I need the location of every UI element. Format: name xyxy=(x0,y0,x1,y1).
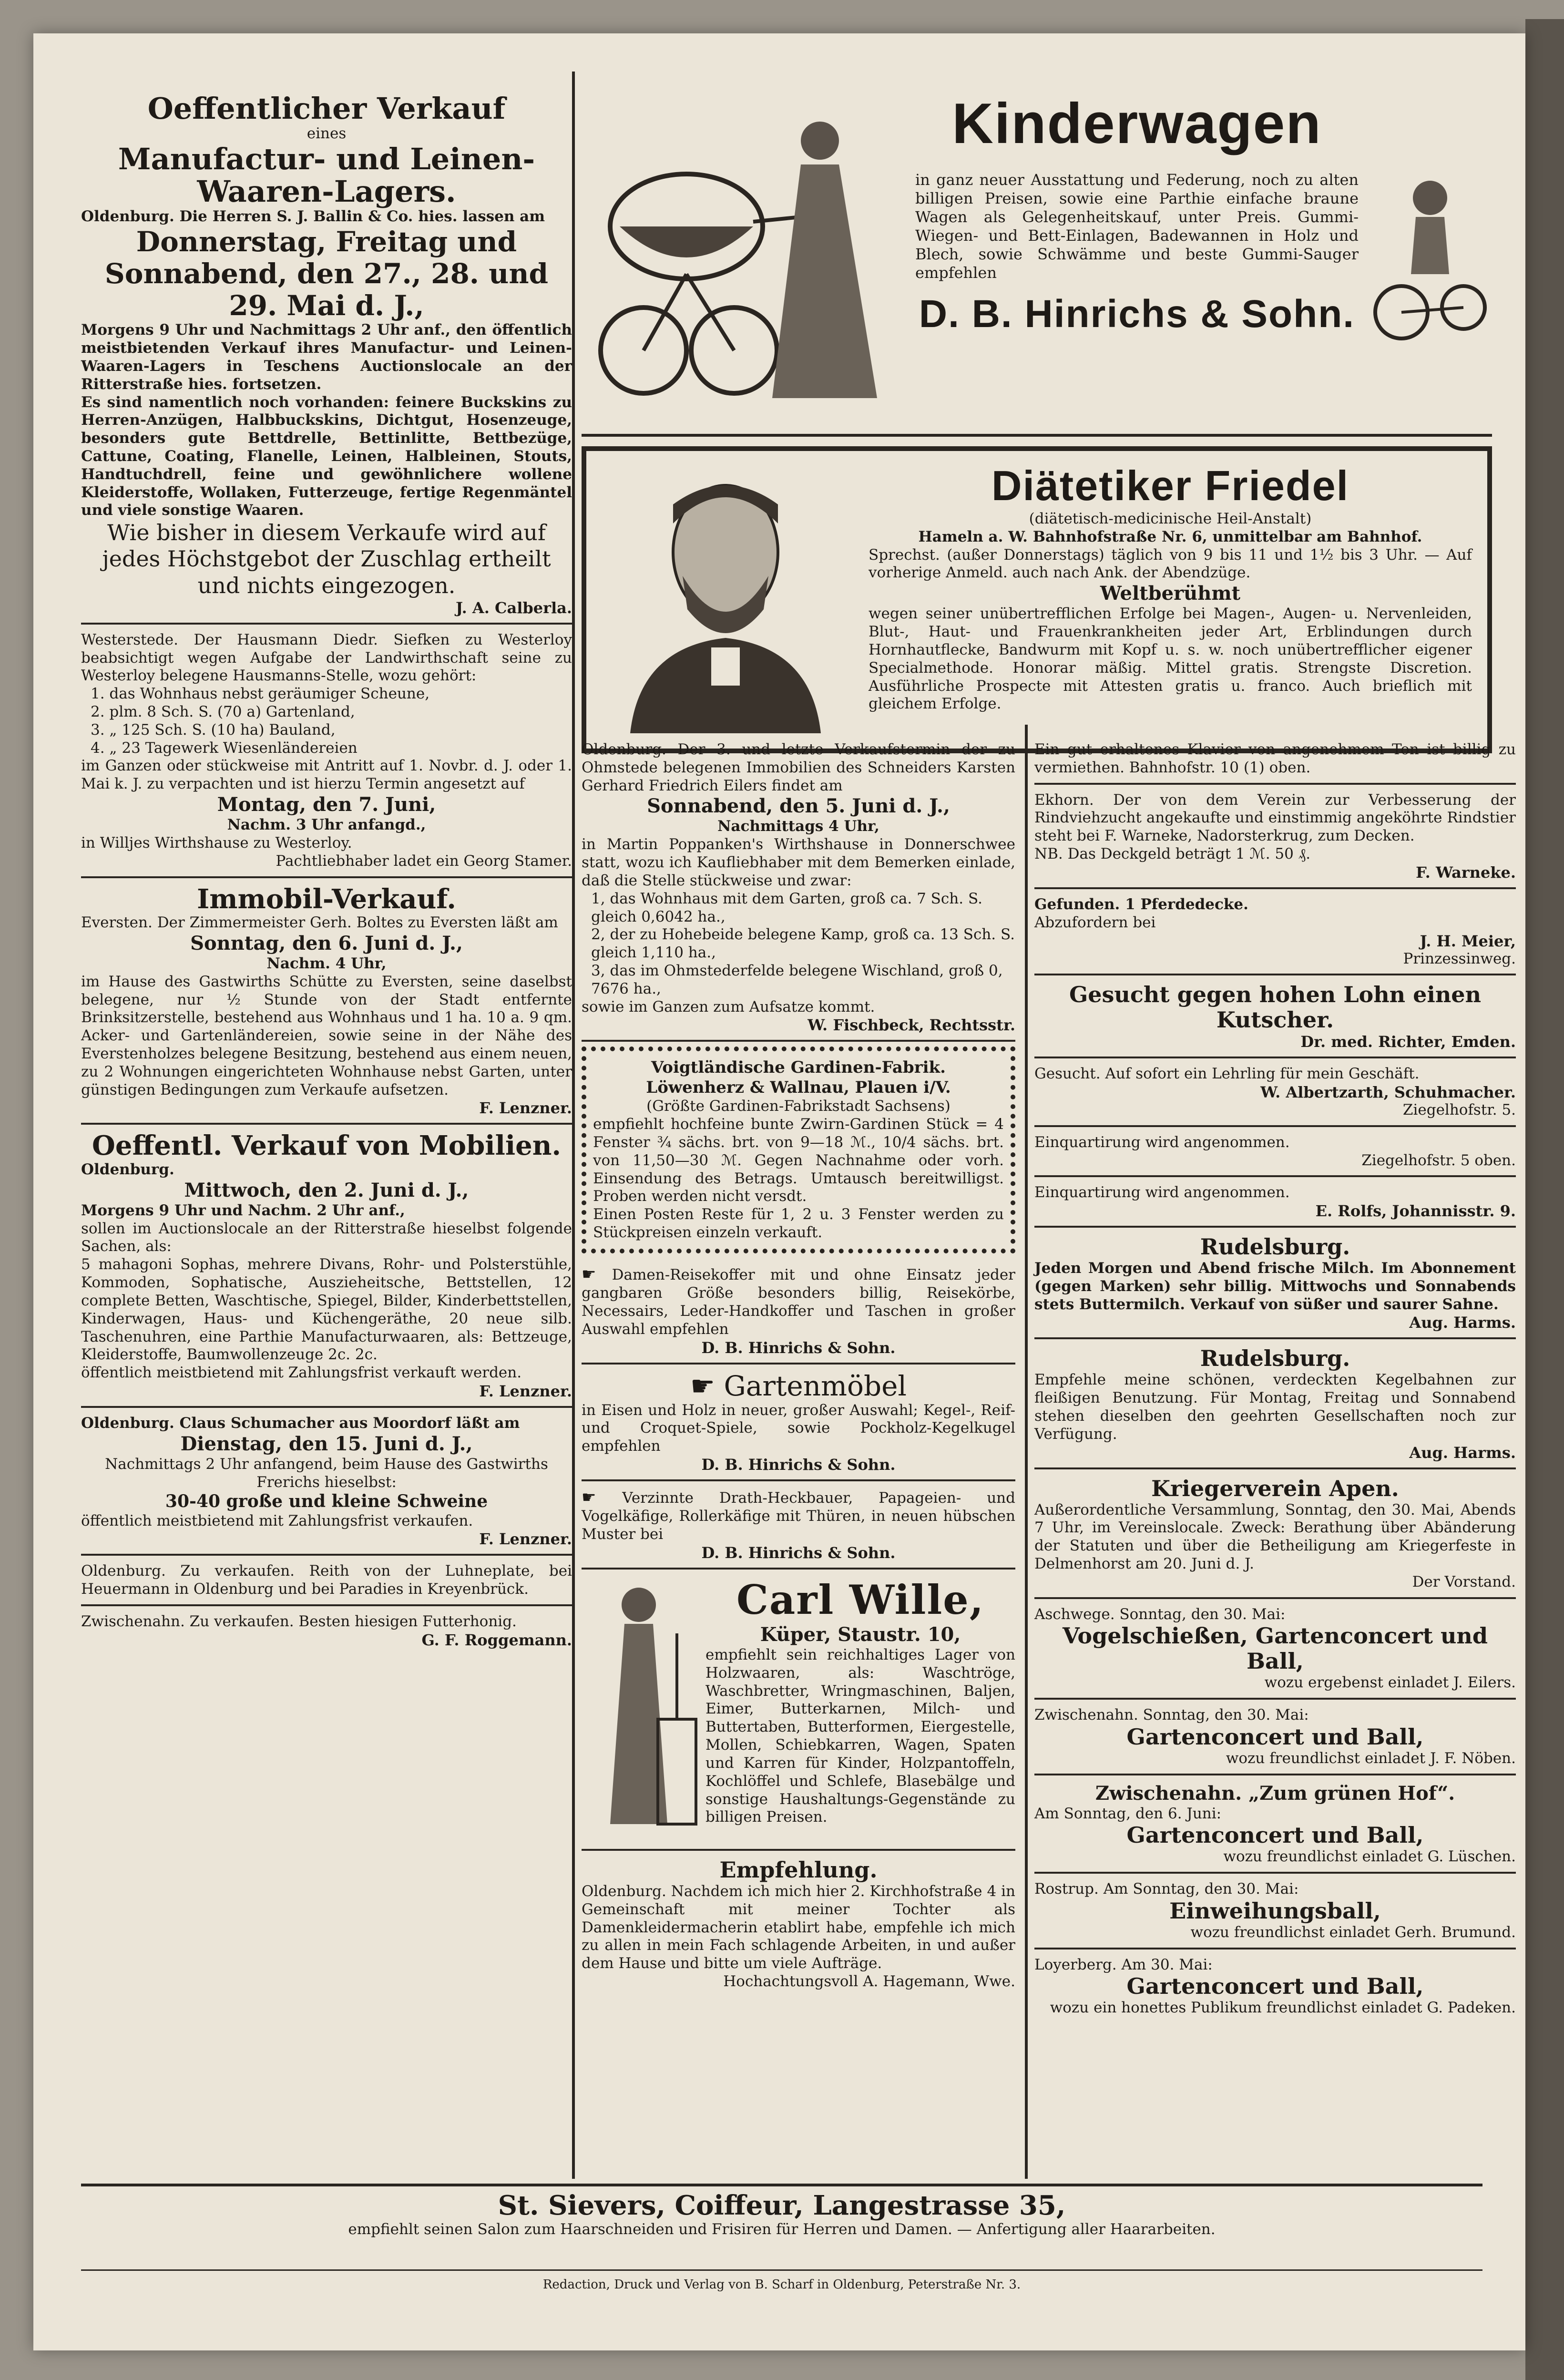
list-item: 1, das Wohnhaus mit dem Garten, groß ca. 7 Sch. S. gleich 0,6042 ha., xyxy=(591,890,982,925)
column-rule-1 xyxy=(572,72,575,2179)
ad-text: im Ganzen oder stückweise mit Antritt auf 1. Novbr. d. J. oder 1. Mai k. J. zu verpachten und ist hierzu Termin angesetzt auf xyxy=(81,757,572,793)
ad-title: Gesucht gegen hohen Lohn einen Kutscher. xyxy=(1069,982,1482,1033)
ad-title: Rudelsburg. xyxy=(1200,1234,1350,1260)
ad-subtitle: Küper, Staustr. 10, xyxy=(760,1623,961,1646)
ad-time: Nachmittags 4 Uhr, xyxy=(717,818,879,835)
ad-text: Sprechst. (außer Donnerstags) täglich von 9 bis 11 und 1½ bis 3 Uhr. — Auf vorherige Anmeld. auch nach Ank. der Abendzüge. xyxy=(869,546,1472,582)
ad-date: Donnerstag, Freitag und Sonnabend, den 27., 28. und 29. Mai d. J., xyxy=(104,226,549,322)
ad-gardinen xyxy=(582,1046,1015,1253)
ad-friedel xyxy=(582,446,1492,753)
ad-text: Gesucht. Auf sofort ein Lehrling für mein Geschäft. xyxy=(1034,1065,1420,1083)
newspaper-page xyxy=(33,33,1525,2350)
carl-wille-text xyxy=(705,1576,1015,1843)
ad-text: empfiehlt seinen Salon zum Haarschneiden und Frisiren für Herren und Damen. — Anfertigung aller Haararbeiten. xyxy=(348,2220,1216,2238)
ad-signature: Der Vorstand. xyxy=(1412,1573,1516,1590)
ad-signature: D. B. Hinrichs & Sohn. xyxy=(701,1455,896,1474)
tricycle-illustration-icon xyxy=(1368,86,1492,434)
ad-gefunden xyxy=(1034,889,1516,975)
ad-text: in ganz neuer Ausstattung und Federung, noch zu alten billigen Preisen, sowie eine Parthie einfache braune Wagen als Gelegenheitskauf, unter Preis. Gummi-Wiegen- und Bett-Einlagen, Badewannen in Holz und Blech, sowie Schwämme und beste Gummi-Sauger empfehlen xyxy=(915,171,1359,282)
ad-text: Oldenburg. Nachdem ich mich hier 2. Kirchhofstraße 4 in Gemeinschaft mit meiner Tochter als Damenkleidermacherin etablirt habe, empfehle ich mich zu allen in mein Fach schlagende Arbeiten, in und außer dem Hause und bitte um viele Aufträge. xyxy=(582,1882,1015,1972)
ad-date: Sonntag, den 6. Juni d. J., xyxy=(190,932,463,954)
ad-title: Diätetiker Friedel xyxy=(991,462,1349,509)
ad-title: Gartenconcert und Ball, xyxy=(1126,1973,1424,2000)
ad-text: Zwischenahn. „Zum grünen Hof“. xyxy=(1095,1782,1455,1805)
ad-date: Sonnabend, den 5. Juni d. J., xyxy=(647,795,950,818)
ad-signature: Hochachtungsvoll A. Hagemann, Wwe. xyxy=(723,1973,1015,1990)
ad-signature: G. F. Roggemann. xyxy=(421,1631,572,1649)
ad-text: Jeden Morgen und Abend frische Milch. Im Abonnement (gegen Marken) sehr billig. Mittwochs und Sonnabends stets Buttermilch. Verkauf von süßer und saurer Sahne. xyxy=(1034,1260,1516,1313)
ad-title: Kinderwagen xyxy=(952,92,1322,155)
ad-kaefige xyxy=(582,1481,1015,1570)
ad-text: Am Sonntag, den 6. Juni: xyxy=(1034,1805,1222,1822)
ad-text: Außerordentliche Versammlung, Sonntag, den 30. Mai, Abends 7 Uhr, im Vereinslocale. Zweck: Berathung über Abänderung der Statuten und über die Betheiligung am Kriegerfeste in Delmenhorst am 20. Juni d. J. xyxy=(1034,1501,1516,1572)
ad-text: Wie bisher in diesem Verkaufe wird auf jedes Höchstgebot der Zuschlag ertheilt und nichts eingezogen. xyxy=(102,520,551,598)
kinderwagen-text xyxy=(906,86,1368,434)
ad-text: Zwischenahn. Sonntag, den 30. Mai: xyxy=(1034,1706,1309,1723)
ad-text: NB. Das Deckgeld beträgt 1 ℳ. 50 ₰. xyxy=(1034,845,1311,863)
ad-date: Dienstag, den 15. Juni d. J., xyxy=(180,1432,473,1455)
ad-text: im Hause des Gastwirths Schütte zu Eversten, seine daselbst belegene, nur ½ Stunde von der Stadt entfernte Brinksitzerstelle, bestehend aus Wohnhaus und 1 ha. 10 a. 9 qm. Acker- und Gartenländereien, sowie seine in der Nähe des Everstenholzes belegene Besitzung, bestehend aus einem neuen, zu 2 Wohnungen eingerichteten Wohnhause nebst Garten, unter günstigen Bedingungen zum Verkaufe aufsetzen. xyxy=(81,973,572,1098)
ad-zwischenahn-2 xyxy=(1034,1775,1516,1874)
ad-text: Zwischenahn. Zu verkaufen. Besten hiesigen Futterhonig. xyxy=(81,1613,517,1630)
ad-time: Morgens 9 Uhr und Nachm. 2 Uhr anf., xyxy=(81,1201,405,1219)
list-item: 1. das Wohnhaus nebst geräumiger Scheune, xyxy=(91,685,430,703)
ad-text: Oldenburg. Zu verkaufen. Reith von der Luhneplate, bei Heuermann in Oldenburg und bei Paradies in Kreyenbrück. xyxy=(81,1562,572,1598)
ad-text: empfiehlt sein reichhaltiges Lager von Holzwaaren, als: Waschtröge, Waschbretter, Wringmaschinen, Baljen, Eimer, Butterkarnen, Milch- und Buttertaben, Butterformen, Eiergestelle, Mollen, Schiebkarren, Wagen, Spaten und Karren für Kinder, Holzpantoffeln, Kochlöffel und Schlefe, Blasebälge und sonstige Haushaltungs-Gegenstände zu billigen Preisen. xyxy=(705,1646,1015,1826)
pointing-hand-icon: ☛ xyxy=(690,1369,724,1402)
ad-signature: wozu ein honettes Publikum freundlichst einladet G. Padeken. xyxy=(1050,1999,1516,2017)
ad-signature: Aug. Harms. xyxy=(1409,1313,1516,1332)
ad-signature: J. H. Meier, xyxy=(1420,932,1516,950)
ad-text: Einquartirung wird angenommen. xyxy=(1034,1133,1290,1151)
ad-sievers xyxy=(81,2184,1482,2238)
top-wide-area xyxy=(582,86,1492,757)
ad-rindstier xyxy=(1034,785,1516,889)
column-3 xyxy=(1034,734,1516,2023)
ad-text: Einquartirung wird angenommen. xyxy=(1034,1184,1290,1201)
ad-kriegerverein xyxy=(1034,1469,1516,1599)
ad-rudelsburg-kegel xyxy=(1034,1339,1516,1469)
ad-title: Gartenconcert und Ball, xyxy=(1126,1822,1424,1848)
ad-title-text: Gartenmöbel xyxy=(724,1369,907,1402)
ad-title: Manufactur- und Leinen-Waaren-Lagers. xyxy=(118,142,535,209)
ad-text: empfiehlt hochfeine bunte Zwirn-Gardinen Stück = 4 Fenster ¾ sächs. brt. von 9—18 ℳ., 10/4 sächs. brt. von 11,50—30 ℳ. Gegen Nachnahme oder vorh. Einsendung des Betrags. Umtausch bereitwilligst. Proben werden nicht versdt. xyxy=(593,1116,1004,1205)
ad-title: Empfehlung. xyxy=(719,1857,878,1883)
ad-signature: W. Albertzarth, Schuhmacher. xyxy=(1260,1083,1516,1101)
ad-signature: Pachtliebhaber ladet ein Georg Stamer. xyxy=(276,852,572,870)
ad-text: Es sind namentlich noch vorhanden: feinere Buckskins zu Herren-Anzügen, Halbbuckskins, Dichtgut, Hosenzeuge, besonders gute Bettdrelle, Bettinlitte, Bettbezüge, Cattune, Coating, Flanelle, Leinen, Halbleinen, Stouts, Handtuchdrell, feine und gewöhnlichere wollene Kleiderstoffe, Wollaken, Futterzeuge, fertige Regenmäntel und viele sonstige Waaren. xyxy=(81,393,572,519)
ad-time: Nachm. 3 Uhr anfangd., xyxy=(227,816,426,834)
ad-text: Ein gut erhaltenes Klavier von angenehmem Ton ist billig zu vermiethen. Bahnhofstr. 10 (1) oben. xyxy=(1034,741,1516,776)
ad-title: Löwenherz & Wallnau, Plauen i/V. xyxy=(646,1077,951,1097)
ad-text: Gefunden. 1 Pferdedecke. xyxy=(1034,895,1248,913)
ad-text: Oldenburg. Der 3. und letzte Verkaufstermin der zu Ohmstede belegenen Immobilien des Schneiders Karsten Gerhard Friedrich Eilers findet am xyxy=(582,741,1015,794)
ad-date: Mittwoch, den 2. Juni d. J., xyxy=(184,1179,469,1201)
butter-churn-illustration-icon xyxy=(582,1576,705,1843)
ad-aschwege xyxy=(1034,1599,1516,1700)
scanner-edge xyxy=(1525,19,1564,2380)
pointing-hand-icon: ☛ xyxy=(582,1488,623,1507)
ad-lehrling xyxy=(1034,1058,1516,1127)
portrait-illustration-icon xyxy=(592,457,859,743)
ad-rostrup xyxy=(1034,1874,1516,1949)
ad-title: Voigtländische Gardinen-Fabrik. xyxy=(651,1058,946,1077)
imprint: Redaction, Druck und Verlag von B. Scharf in Oldenburg, Peterstraße Nr. 3. xyxy=(81,2269,1482,2292)
ad-kutscher xyxy=(1034,975,1516,1058)
ad-heading: Weltberühmt xyxy=(1100,582,1241,605)
pram-illustration-icon xyxy=(582,86,906,434)
list-item: 2, der zu Hohebeide belegene Kamp, groß ca. 13 Sch. S. gleich 1,110 ha., xyxy=(591,926,1015,962)
ad-einquartirung-1 xyxy=(1034,1127,1516,1178)
ad-text: in Martin Poppanken's Wirthshause in Donnerschwee statt, wozu ich Kaufliebhaber mit dem Bemerken einlade, daß die Stelle stückweise und zwar: xyxy=(582,836,1015,889)
ad-text: Westerstede. Der Hausmann Diedr. Siefken zu Westerloy beabsichtigt wegen Aufgabe der Landwirthschaft seine zu Westerloy belegene Hausmanns-Stelle, wozu gehört: xyxy=(81,631,572,685)
ad-immobil-verkauf xyxy=(81,878,572,1125)
ad-reith xyxy=(81,1556,572,1606)
friedel-text xyxy=(859,457,1482,743)
ad-title: Carl Wille, xyxy=(736,1576,984,1624)
ad-address: Ziegelhofstr. 5. xyxy=(1402,1101,1516,1118)
ad-title: Kriegerverein Apen. xyxy=(1151,1475,1399,1501)
ad-signature: wozu freundlichst einladet Gerh. Brumund. xyxy=(1190,1923,1516,1941)
ad-signature: D. B. Hinrichs & Sohn. xyxy=(919,292,1355,336)
ad-signature: F. Lenzner. xyxy=(479,1382,572,1400)
ad-signature: J. A. Calberla. xyxy=(455,598,572,617)
ad-text: in Willjes Wirthshause zu Westerloy. xyxy=(81,834,352,851)
ad-signature: Aug. Harms. xyxy=(1409,1443,1516,1462)
ad-signature: wozu freundlichst einladet J. F. Nöben. xyxy=(1226,1749,1516,1767)
ad-text: sowie im Ganzen zum Aufsatze kommt. xyxy=(582,998,875,1016)
ad-carl-wille xyxy=(582,1570,1015,1851)
ad-subtitle: eines xyxy=(307,125,347,143)
ad-text: öffentlich meistbietend mit Zahlungsfrist verkauft werden. xyxy=(81,1364,522,1382)
ad-title: Oeffentl. Verkauf von Mobilien. xyxy=(92,1130,561,1162)
ad-eilers-verkauf xyxy=(582,734,1015,1042)
list-item: 3, das im Ohmstederfelde belegene Wischland, groß 0, 7676 ha., xyxy=(591,962,1003,997)
ad-text: sollen im Auctionslocale an der Ritterstraße hieselbst folgende Sachen, als: xyxy=(81,1220,572,1255)
ad-address: Hameln a. W. Bahnhofstraße Nr. 6, unmittelbar am Bahnhof. xyxy=(918,528,1422,545)
list-item: 3. „ 125 Sch. S. (10 ha) Bauland, xyxy=(91,721,336,739)
ad-text-content: Damen-Reisekoffer mit und ohne Einsatz jeder gangbaren Größe besonders billig, Reisekörbe, Necessairs, Leder-Handkoffer und Taschen in großer Auswahl empfehlen xyxy=(582,1266,1015,1338)
ad-futterhonig xyxy=(81,1606,572,1655)
ad-text: Einen Posten Reste für 1, 2 u. 3 Fenster werden zu Stückpreisen einzeln verkauft. xyxy=(593,1206,1004,1241)
ad-signature: F. Lenzner. xyxy=(479,1530,572,1549)
ad-manufactur-verkauf xyxy=(81,86,572,625)
ad-signature: D. B. Hinrichs & Sohn. xyxy=(701,1338,896,1357)
ad-signature: D. B. Hinrichs & Sohn. xyxy=(701,1544,896,1562)
ad-text-content: Verzinnte Drath-Heckbauer, Papageien- und Vogelkäfige, Rollerkäfige mit Thüren, in neuen hübschen Muster bei xyxy=(582,1489,1015,1543)
ad-signature: E. Rolfs, Johannisstr. 9. xyxy=(1315,1202,1516,1221)
ad-address: Prinzessinweg. xyxy=(1403,950,1516,967)
ad-text: Nachmittags 2 Uhr anfangend, beim Hause des Gastwirths Frerichs hieselbst: xyxy=(105,1455,548,1491)
ad-text: 5 mahagoni Sophas, mehrere Divans, Rohr- und Polsterstühle, Kommoden, Sophatische, Auszieheitsche, Bettstellen, 12 complete Betten, Waschtische, Spiegel, Bilder, Kinderbettstellen, Kinderwagen, Haus- und Küchengeräthe, 20 neue silb. Taschenuhren, eine Parthie Manufacturwaaren, als: Bettzeuge, Kleiderstoffe, Baumwollenzeuge 2c. 2c. xyxy=(81,1256,572,1364)
ad-date: Montag, den 7. Juni, xyxy=(217,793,436,816)
ad-text xyxy=(582,1488,1015,1544)
ad-gartenmoebel xyxy=(582,1364,1015,1481)
ad-title: Einweihungsball, xyxy=(1169,1898,1381,1924)
list-item: 4. „ 23 Tagewerk Wiesenländereien xyxy=(91,739,358,757)
ad-subtitle: (diätetisch-medicinische Heil-Anstalt) xyxy=(1029,510,1312,527)
ad-title xyxy=(582,1371,1015,1402)
ad-text: Aschwege. Sonntag, den 30. Mai: xyxy=(1034,1605,1286,1623)
ad-text: in Eisen und Holz in neuer, großer Auswahl; Kegel-, Reif- und Croquet-Spiele, sowie Pockholz-Kegelkugel empfehlen xyxy=(582,1401,1015,1455)
ad-signature: wozu freundlichst einladet G. Lüschen. xyxy=(1223,1848,1516,1866)
ad-text: Oldenburg. Die Herren S. J. Ballin & Co. hies. lassen am xyxy=(81,208,545,226)
column-rule-2 xyxy=(1025,725,1028,2179)
ad-text: Oldenburg. xyxy=(81,1161,174,1178)
ad-text: Rostrup. Am Sonntag, den 30. Mai: xyxy=(1034,1880,1299,1898)
ad-text: 30-40 große und kleine Schweine xyxy=(165,1491,488,1512)
ad-text: Abzufordern bei xyxy=(1034,913,1156,931)
ad-empfehlung xyxy=(582,1851,1015,1997)
ad-signature: Dr. med. Richter, Emden. xyxy=(1300,1033,1516,1051)
ad-title: Oeffentlicher Verkauf xyxy=(147,91,506,126)
ad-text xyxy=(582,1265,1015,1339)
ad-signature: F. Lenzner. xyxy=(479,1099,572,1118)
list-item: 2. plm. 8 Sch. S. (70 a) Gartenland, xyxy=(91,703,355,720)
ad-text: Empfehle meine schönen, verdeckten Kegelbahnen zur fleißigen Benutzung. Für Montag, Freitag und Sonnabend stehen dieselben den geehrten Gesellschaften noch zur Verfügung. xyxy=(1034,1371,1516,1443)
ad-einquartirung-2 xyxy=(1034,1177,1516,1228)
ad-subtitle: (Größte Gardinen-Fabrikstadt Sachsens) xyxy=(646,1098,951,1115)
ad-address: Ziegelhofstr. 5 oben. xyxy=(1361,1151,1516,1169)
ad-title: St. Sievers, Coiffeur, Langestrasse 35, xyxy=(498,2190,1066,2221)
ad-text: öffentlich meistbietend mit Zahlungsfrist verkaufen. xyxy=(81,1512,473,1529)
ad-schweine xyxy=(81,1408,572,1556)
ad-title: Gartenconcert und Ball, xyxy=(1126,1723,1424,1750)
ad-kinderwagen xyxy=(582,86,1492,437)
ad-text: wegen seiner unübertrefflichen Erfolge bei Magen-, Augen- u. Nervenleiden, Blut-, Haut- und Frauenkrankheiten jeder Art, Erblindungen durch Hornhautflecke, Bandwurm mit Kopf u. s. w. noch unübertrefflicher eigener Specialmethode. Honorar mäßig. Mittel gratis. Strengste Discretion. Ausführliche Prospecte mit Attesten gratis u. franco. Auch brieflich mit gleichem Erfolge. xyxy=(869,605,1472,713)
ad-title: Vogelschießen, Gartenconcert und Ball, xyxy=(1062,1623,1488,1674)
ad-text: Oldenburg. Claus Schumacher aus Moordorf läßt am xyxy=(81,1414,520,1432)
ad-mobilien xyxy=(81,1125,572,1408)
ad-signature: wozu ergebenst einladet J. Eilers. xyxy=(1264,1674,1516,1692)
ad-text: Morgens 9 Uhr und Nachmittags 2 Uhr anf., den öffentlich meistbietenden Verkauf ihres Manufactur- und Leinen-Waaren-Lagers in Teschens Auctionslocale an der Ritterstraße hies. fortsetzen. xyxy=(81,321,572,393)
ad-rudelsburg-milch xyxy=(1034,1228,1516,1339)
ad-zwischenahn-1 xyxy=(1034,1700,1516,1775)
ad-signature: F. Warneke. xyxy=(1416,863,1516,882)
ad-text: Ekhorn. Der von dem Verein zur Verbesserung der Rindviehzucht angekaufte und einstimmig angeköhrte Rindstier steht bei F. Warneke, Nadorsterkrug, zum Decken. xyxy=(1034,791,1516,845)
ad-title: Rudelsburg. xyxy=(1200,1345,1350,1372)
pointing-hand-icon: ☛ xyxy=(582,1264,612,1284)
ad-title: Immobil-Verkauf. xyxy=(197,883,456,915)
column-2 xyxy=(582,734,1015,1997)
ad-text: Loyerberg. Am 30. Mai: xyxy=(1034,1956,1213,1973)
ad-time: Nachm. 4 Uhr, xyxy=(266,954,387,972)
ad-text: Eversten. Der Zimmermeister Gerh. Boltes zu Eversten läßt am xyxy=(81,914,558,932)
ad-westerstede xyxy=(81,625,572,878)
ad-signature: W. Fischbeck, Rechtsstr. xyxy=(808,1016,1015,1035)
ad-klavier xyxy=(1034,734,1516,785)
column-1 xyxy=(81,86,572,1655)
ad-reisekoffer xyxy=(582,1258,1015,1364)
ad-loyerberg xyxy=(1034,1949,1516,2023)
